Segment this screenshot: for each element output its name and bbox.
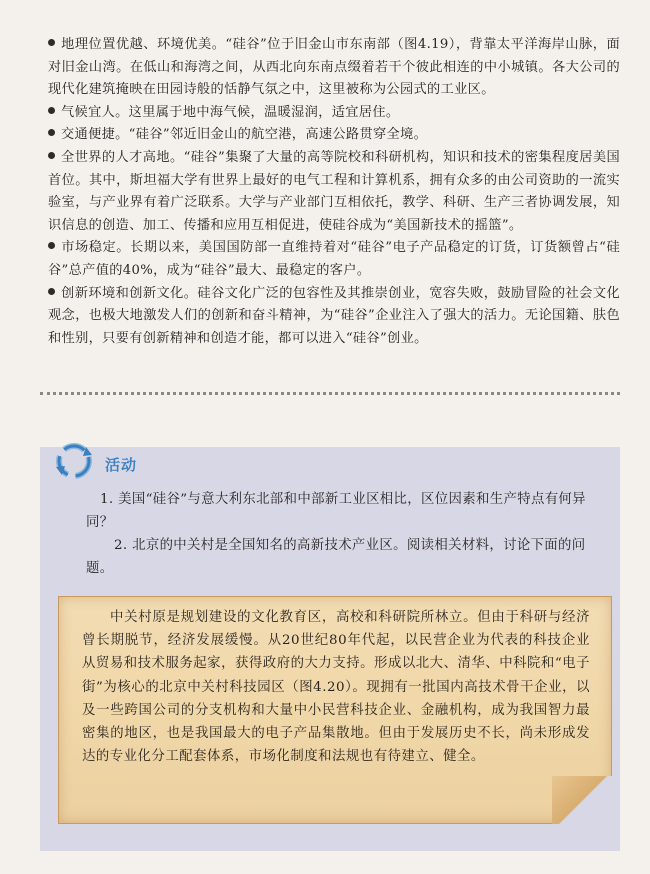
- bullet-dot-icon: [48, 152, 55, 159]
- activity-title: 活动: [105, 456, 138, 474]
- bullet-dot-icon: [48, 129, 55, 136]
- bullet-text: 创新环境和创新文化。硅谷文化广泛的包容性及其推崇创业，宽容失败，鼓励冒险的社会文化观念，也极大地激发人们的创新和奋斗精神，为“硅谷”企业注入了强大的活力。无论国籍、肤色和性别，只要有创新精神和创造才能，都可以进入“硅谷”创业。: [48, 285, 620, 346]
- bullet-text: 地理位置优越、环境优美。“硅谷”位于旧金山市东南部（图4.19），背靠太平洋海岸山脉，面对旧金山湾。在低山和海湾之间，从西北向东南点缀着若干个彼此相连的中小城镇。各大公司的现代化建筑掩映在田园诗般的恬静气氛之中，这里被称为公园式的工业区。: [48, 37, 620, 98]
- bullet-list: [48, 34, 620, 350]
- bullet-dot-icon: [48, 39, 55, 46]
- question-item: 1. 美国“硅谷”与意大利东北部和中部新工业区相比，区位因素和生产特点有何异同？: [86, 492, 586, 530]
- activity-header: [40, 447, 620, 485]
- bullet-dot-icon: [48, 107, 55, 114]
- bullet-text: 气候宜人。这里属于地中海气候，温暖湿润，适宜居住。: [61, 104, 400, 120]
- section-divider: [40, 392, 620, 395]
- bullet-item: [48, 34, 620, 102]
- cycle-arrows-icon: [52, 439, 96, 483]
- reading-material-text: 中关村原是规划建设的文化教育区，高校和科研院所林立。但由于科研与经济曾长期脱节，经济发展缓慢。从20世纪80年代起，以民营企业为代表的科技企业从贸易和技术服务起家，获得政府的大力支持。形成以北大、清华、中科院和“电子街”为核心的北京中关村科技园区（图4.20）。现拥有一批国内高技术骨干企业，以及一些跨国公司的分支机构和大量中小民营科技企业、金融机构，成为我国智力最密集的地区，也是我国最大的电子产品集散地。但由于发展历史不长，尚未形成发达的专业化分工配套体系，市场化制度和法规也有待建立、健全。: [82, 610, 590, 765]
- bullet-item: [48, 237, 620, 282]
- bullet-dot-icon: [48, 288, 55, 295]
- question-item: 2. 北京的中关村是全国知名的高新技术产业区。阅读相关材料，讨论下面的问题。: [86, 538, 586, 576]
- bullet-text: 全世界的人才高地。“硅谷”集聚了大量的高等院校和科研机构，知识和技术的密集程度居美国首位。其中，斯坦福大学有世界上最好的电气工程和计算机系，拥有众多的由公司资助的一流实验室，与产业界有着广泛联系。大学与产业部门互相依托，教学、科研、生产三者协调发展，知识信息的创造、加工、传播和应用互相促进，使硅谷成为“美国新技术的摇篮”。: [48, 149, 620, 233]
- bullet-item: [48, 102, 620, 125]
- activity-questions: [86, 488, 596, 580]
- bullet-item: [48, 147, 620, 237]
- bullet-item: [48, 124, 620, 147]
- bullet-text: 市场稳定。长期以来，美国国防部一直维持着对“硅谷”电子产品稳定的订货，订货额曾占“硅谷”总产值的40%，成为“硅谷”最大、最稳定的客户。: [48, 240, 620, 278]
- bullet-item: [48, 283, 620, 351]
- bullet-dot-icon: [48, 242, 55, 249]
- page-curl-icon: [552, 776, 612, 824]
- bullet-text: 交通便捷。“硅谷”邻近旧金山的航空港，高速公路贯穿全境。: [61, 127, 428, 143]
